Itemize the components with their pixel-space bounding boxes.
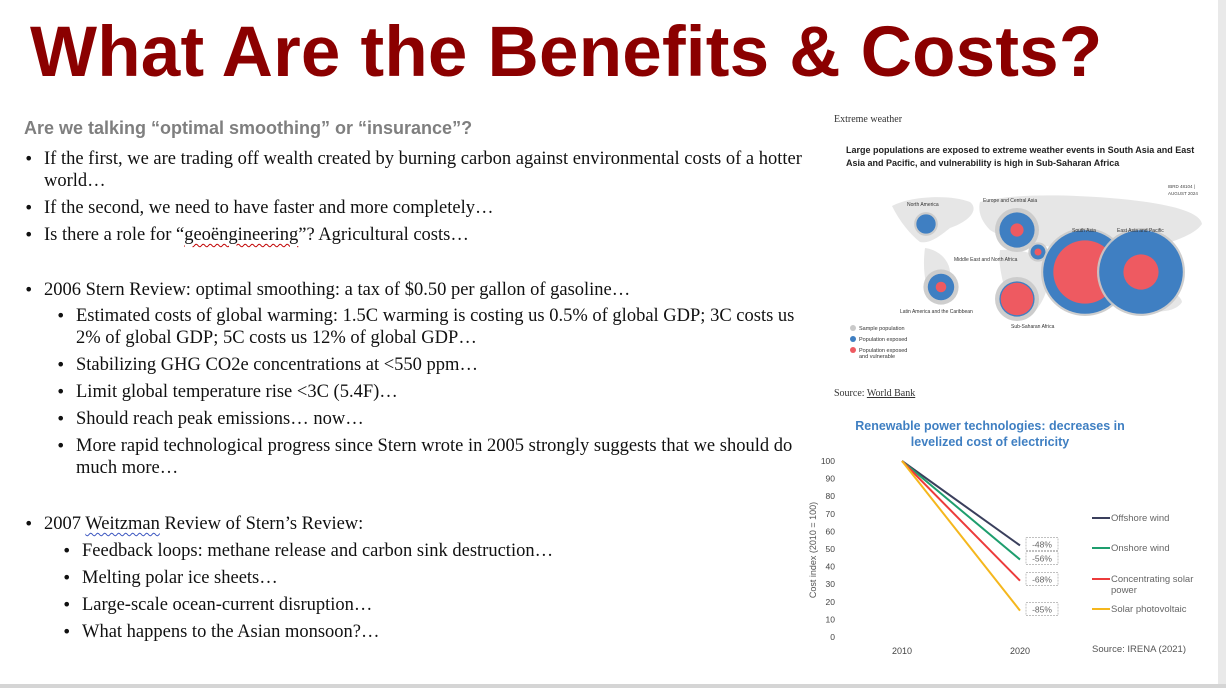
bullet-second: • If the second, we need to have faster and more completely… [44, 197, 804, 219]
chart-data-labels [1026, 537, 1058, 615]
legend-label-onshore-wind: Onshore wind [1111, 543, 1170, 554]
legend-swatch-exposed [850, 336, 856, 342]
bullet-stern [44, 279, 804, 306]
bubble-exposed [916, 214, 935, 233]
y-tick-label: 10 [825, 614, 835, 625]
chart-y-ticks [821, 456, 835, 642]
chart-title-line1: Renewable power technologies: decreases in [855, 419, 1125, 433]
series-line-offshore-wind [902, 461, 1020, 545]
bubble-vulnerable [1001, 283, 1034, 316]
map-bubble-north-america [914, 212, 938, 236]
y-tick-label: 0 [830, 632, 835, 642]
bullet-geoengineering: • Is there a role for “geoëngineering”? Agricultural costs… [44, 224, 804, 246]
stern-sub-temp: • Limit global temperature rise <3C (5.4F)… [76, 381, 796, 403]
chart-source: Source: IRENA (2021) [1092, 644, 1186, 655]
map-label-europe-and-central-asia: Europe and Central Asia [983, 198, 1038, 204]
map-source: Source: World Bank [834, 388, 916, 399]
slide-right-edge [1218, 0, 1226, 688]
data-label-concentrating-solar-power: -68% [1032, 574, 1052, 585]
lcoe-chart-figure [806, 414, 1226, 688]
bullet-stern-review: • 2006 Stern Review: optimal smoothing: a tax of $0.50 per gallon of gasoline… [44, 279, 804, 301]
bullet-weitzman-review: • 2007 Weitzman Review of Stern’s Review: [44, 513, 804, 535]
y-tick-label: 20 [825, 596, 835, 607]
map-bubble-sub-saharan-africa [995, 277, 1039, 321]
map-svg [830, 110, 1210, 380]
stern-sub-ghg: • Stabilizing GHG CO2e concentrations at <550 ppm… [76, 354, 796, 376]
chart-series-lines [902, 461, 1020, 611]
y-tick-label: 50 [825, 544, 835, 554]
legend-label-solar-photovoltaic: Solar photovoltaic [1111, 604, 1187, 615]
x-tick-label: 2010 [891, 646, 913, 656]
map-id-line2: AUGUST 2024 [1168, 191, 1198, 196]
slide-subtitle: Are we talking “optimal smoothing” or “insurance”? [24, 118, 473, 138]
spellcheck-word-geoengineering: geoëngineering [184, 225, 299, 245]
data-label-solar-photovoltaic: -85% [1032, 604, 1052, 615]
map-label-south-asia: South Asia [1072, 228, 1096, 234]
legend-label-vulnerable: Population exposed and vulnerable [859, 348, 908, 360]
bullet-list-smoothing [44, 148, 804, 251]
map-subtitle: Large populations are exposed to extreme weather events in South Asia and East Asia and Pacific, and vulnerability is high in Sub-Saharan Africa [846, 145, 1195, 168]
chart-legend [1092, 513, 1193, 615]
y-tick-label: 70 [825, 508, 835, 519]
map-label-middle-east-and-north-africa: Middle East and North Africa [954, 257, 1018, 263]
world-bank-link[interactable]: World Bank [866, 388, 916, 399]
legend-swatch-sample [850, 325, 856, 331]
map-bubble-east-asia-and-pacific [1097, 228, 1185, 316]
weitzman-sub-feedback: • Feedback loops: methane release and carbon sink destruction… [82, 540, 802, 562]
chart-y-axis-label: Cost index (2010 = 100) [808, 501, 818, 599]
data-label-onshore-wind: -56% [1032, 553, 1052, 564]
weitzman-sub-list [82, 540, 802, 648]
slide-bottom-edge [0, 684, 1226, 688]
weitzman-sub-ocean: • Large-scale ocean-current disruption… [82, 594, 802, 616]
map-bubble-latin-america-and-the-caribbean [923, 269, 958, 304]
stern-sub-progress: • More rapid technological progress since Stern wrote in 2005 strongly suggests that we should do much more… [76, 435, 796, 479]
map-label-north-america: North America [907, 202, 939, 208]
stern-sub-costs: • Estimated costs of global warming: 1.5C warming is costing us 0.5% of global GDP; 3C costs us 2% of global GDP; 5C costs us 12% of global GDP… [76, 305, 796, 349]
bubble-vulnerable [1034, 248, 1041, 255]
chart-title-line2: levelized cost of electricity [910, 435, 1070, 449]
map-label-latin-america-and-the-caribbean: Latin America and the Caribbean [900, 309, 973, 315]
weitzman-sub-monsoon: • What happens to the Asian monsoon?… [82, 621, 802, 643]
series-line-solar-photovoltaic [902, 461, 1020, 611]
map-legend [850, 325, 907, 360]
stern-sub-peak: • Should reach peak emissions… now… [76, 408, 796, 430]
spellcheck-word-weitzman: Weitzman [85, 514, 160, 534]
legend-label-concentrating-solar-power: Concentrating solar power [1111, 574, 1194, 596]
y-tick-label: 90 [825, 473, 835, 484]
map-heading: Extreme weather [834, 114, 903, 125]
legend-label-sample: Sample population [859, 326, 905, 332]
chart-x-ticks [892, 646, 1030, 656]
x-tick-label: 2020 [1009, 646, 1031, 656]
y-tick-label: 80 [825, 491, 835, 502]
series-line-onshore-wind [902, 461, 1020, 560]
bubble-vulnerable [1010, 223, 1023, 236]
bubble-vulnerable [936, 282, 947, 293]
map-label-east-asia-and-pacific: East Asia and Pacific [1117, 228, 1164, 234]
lcoe-chart [806, 414, 1226, 688]
map-label-sub-saharan-africa: Sub-Saharan Africa [1011, 324, 1055, 330]
slide-title: What Are the Benefits & Costs? [30, 13, 1103, 92]
y-tick-label: 40 [825, 561, 835, 572]
bullet-weitzman [44, 513, 804, 540]
y-tick-label: 60 [825, 526, 835, 537]
bubble-vulnerable [1123, 254, 1158, 289]
legend-label-offshore-wind: Offshore wind [1111, 513, 1170, 524]
y-tick-label: 100 [820, 456, 835, 466]
weitzman-sub-ice: • Melting polar ice sheets… [82, 567, 802, 589]
extreme-weather-map-figure [830, 110, 1210, 405]
map-id-line1: IBRD 48104 | [1168, 184, 1195, 189]
y-tick-label: 30 [825, 579, 835, 590]
data-label-offshore-wind: -48% [1032, 539, 1052, 550]
bullet-first: • If the first, we are trading off wealth created by burning carbon against environmental costs of a hotter world… [44, 148, 804, 192]
stern-sub-list [76, 305, 796, 484]
legend-swatch-vulnerable [850, 347, 856, 353]
legend-label-exposed: Population exposed [859, 337, 908, 343]
series-line-concentrating-solar-power [902, 461, 1020, 581]
